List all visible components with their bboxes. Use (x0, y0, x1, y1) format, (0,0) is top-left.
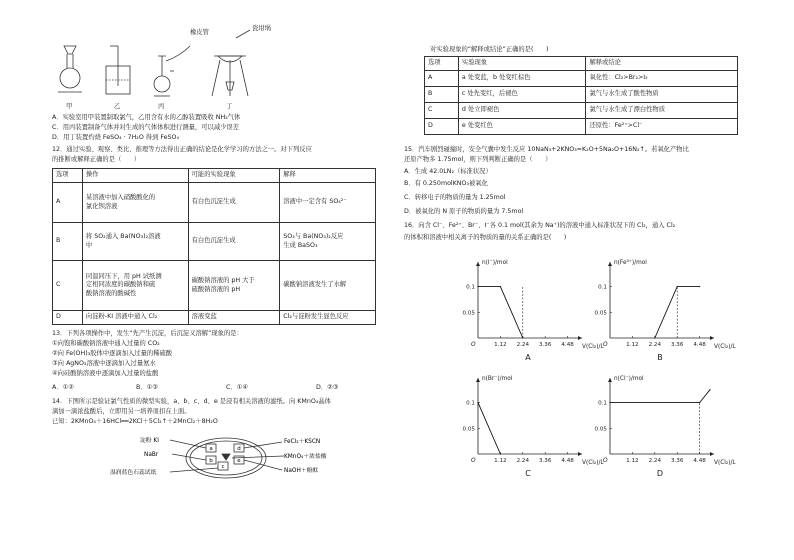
q11-option-c: C．用丙装置制备气体并对生成的气体体积进行测量，可以减少误差 (52, 124, 240, 131)
label-jia: 甲 (66, 103, 73, 110)
series-line (478, 287, 523, 338)
dish-label-nabr: NaBr (144, 452, 159, 458)
dish-label-naoh-phenol: NaOH＋酚酞 (284, 468, 319, 474)
x-axis-label: V(Cl₂)/L (582, 344, 604, 350)
x-tick-label: 1.12 (494, 458, 507, 464)
q11-option-a: A．实验室用甲装置制取氯气，乙用含有水的乙醇装置吸收 NH₃气体 (52, 114, 241, 121)
y-axis-arrow (476, 262, 480, 266)
q12-header-phenomenon: 可能的实验现象 (188, 169, 280, 183)
x-tick-label: 2.24 (648, 458, 662, 464)
data-point (609, 402, 610, 403)
origin-label: O (603, 342, 608, 348)
q15-option-d: D．被氧化的 N 原子的物质的量为 7.5mol (404, 208, 524, 215)
x-tick-label: 3.36 (538, 458, 552, 464)
y-tick-label: 0.05 (594, 426, 607, 433)
data-point (699, 402, 700, 403)
q13-choice-b: B．①③ (136, 384, 158, 391)
y-tick-label: 0.1 (598, 400, 607, 407)
graph-d (580, 372, 736, 484)
y-axis-arrow (608, 262, 612, 266)
origin-label: O (471, 342, 476, 348)
q15-option-a: A．生成 42.0LN₂（标准状况） (404, 168, 492, 175)
data-point (677, 286, 678, 287)
y-axis-arrow (476, 378, 480, 382)
q13-item-3: ③向 AgNO₃溶液中逐滴加入过量氨水 (52, 360, 156, 367)
q13-item-1: ①向饱和碳酸钠溶液中通入过量的 CO₂ (52, 340, 160, 347)
q13-choice-c: C．①④ (226, 384, 248, 391)
q13-choice-d: D．②③ (316, 384, 339, 391)
q16-stem-2: 的体积和溶液中相关离子的物质的量的关系正确的是( ) (404, 234, 567, 241)
y-axis-label: n(Fe³⁺)/mol (614, 260, 647, 266)
table-row: D e 处变红色 还原性：Fe²⁺>Cl⁻ (425, 119, 738, 135)
dish-label-starch-ki: 淀粉 KI (140, 438, 159, 444)
table-row: D 向淀粉-KI 溶液中通入 Cl₂ 溶液变蓝 Cl₂与淀粉发生显色反应 (53, 311, 376, 325)
table-row: C 同温同压下，用 pH 试纸测 定相同浓度的碳酸钠和硫 酸钠溶液的酸碱性 碳酸钠溶液的 pH 大于 硫酸钠溶液的 pH 碳酸钠溶液发生了水解 (53, 261, 376, 311)
table-row: B c 处先变红，后褪色 氯气与水生成了酸性物质 (425, 87, 738, 103)
q14-stem-2: 滴加一滴浓盐酸后，立即用另一培养皿扣在上面。 (52, 408, 191, 415)
data-point (699, 286, 700, 287)
series-line (478, 403, 500, 454)
y-axis-label: n(Cl⁻)/mol (614, 376, 644, 382)
y-tick-label: 0.05 (462, 310, 475, 317)
y-axis-label: n(I⁻)/mol (482, 260, 508, 266)
q12-header-option: 选项 (53, 169, 83, 183)
x-tick-label: 3.36 (538, 342, 552, 348)
q15-option-c: C．转移电子的物质的量为 1.25mol (404, 194, 506, 201)
origin-label: O (603, 458, 608, 464)
q15-option-b: B．有 0.250molKNO₃被氧化 (404, 180, 488, 187)
q11-option-d: D．用丁装置灼烧 FeSO₄ · 7H₂O 得到 FeSO₄ (52, 134, 180, 141)
table-row: B 将 SO₂通入 Ba(NO₃)₂溶液 中 有白色沉淀生成 SO₂与 Ba(NO₃)₂反应 生成 BaSO₃ (53, 223, 376, 261)
x-tick-label: 4.48 (693, 458, 706, 464)
graph-b (580, 256, 736, 368)
data-point (500, 286, 501, 287)
origin-label: O (471, 458, 476, 464)
q12-stem-1: 12．通过实验、观察、类比、推理等方法得出正确的结论是化学学习的方法之一。对下列反应 (52, 146, 312, 153)
graph-c (448, 372, 604, 484)
q14-reaction: 已知：2KMnO₄＋16HCl══2KCl＋5Cl₂↑＋2MnCl₂＋8H₂O (52, 418, 218, 425)
table-row: A a 处变蓝，b 处变红棕色 氧化性：Cl₂>Br₂>I₂ (425, 71, 738, 87)
y-axis-label: n(Br⁻)/mol (482, 376, 513, 382)
x-axis-label: V(Cl₂)/L (714, 344, 736, 350)
q14-header-conclusion: 解释或结论 (586, 57, 738, 71)
q15-stem-1: 15．汽车剧烈碰撞时，安全气囊中发生反应 10NaN₃+2KNO₃=K₂O+5Na₂O+16N₂↑。若氧化产物比 (404, 146, 689, 153)
graph-letter: B (657, 353, 663, 362)
q13-item-2: ②向 Fe(OH)₃胶体中逐滴加入过量的稀硫酸 (52, 350, 173, 357)
graph-letter: C (525, 469, 531, 478)
q12-header-operation: 操作 (82, 169, 188, 183)
data-point (654, 337, 655, 338)
table-row: C d 处立即褪色 氯气与水生成了漂白性物质 (425, 103, 738, 119)
petri-dish-diagram (110, 430, 330, 486)
filter-e: e (237, 458, 241, 464)
label-bing: 丙 (158, 103, 165, 110)
x-axis-arrow (710, 336, 714, 340)
x-tick-label: 4.48 (561, 458, 574, 464)
y-tick-label: 0.1 (598, 284, 607, 291)
x-axis-arrow (710, 452, 714, 456)
q13-choice-a: A．①② (52, 384, 74, 391)
q13-item-4: ④向硅酸钠溶液中逐滴加入过量的盐酸 (52, 370, 159, 377)
filter-d: d (237, 446, 241, 452)
x-tick-label: 4.48 (561, 342, 574, 348)
y-tick-label: 0.05 (594, 310, 607, 317)
x-tick-label: 2.24 (516, 458, 530, 464)
y-tick-label: 0.05 (462, 426, 475, 433)
q14-continuation: 对实验现象的“解释或结论”正确的是( ) (430, 46, 549, 53)
graph-letter: D (656, 469, 664, 478)
x-tick-label: 3.36 (670, 342, 684, 348)
x-tick-label: 2.24 (516, 342, 530, 348)
x-axis-label: V(Cl₂)/L (582, 460, 604, 466)
data-point (477, 402, 478, 403)
q16-stem-1: 16．向含 Cl⁻、Fe²⁺、Br⁻、I⁻各 0.1 mol(其余为 Na⁺)的溶液中通入标准状况下的 Cl₂，通入 Cl₂ (404, 222, 676, 229)
filter-a: a (209, 446, 213, 452)
data-point (500, 453, 501, 454)
x-tick-label: 3.36 (670, 458, 684, 464)
q14-table (424, 56, 738, 135)
apparatus-figure (50, 16, 280, 116)
y-tick-label: 0.1 (466, 400, 475, 407)
label-yi: 乙 (114, 103, 121, 110)
x-tick-label: 4.48 (693, 342, 706, 348)
q14-header-option: 选项 (425, 57, 459, 71)
data-point (709, 389, 710, 390)
dish-label-kmno4-hcl: KMnO₄＋浓盐酸 (284, 454, 327, 460)
series-line (610, 390, 710, 403)
q12-stem-2: 的推断或解释正确的是（ ） (52, 156, 141, 163)
graph-letter: A (525, 353, 531, 362)
x-axis-label: V(Cl₂)/L (714, 460, 736, 466)
x-tick-label: 1.12 (626, 342, 639, 348)
q14-header-phenomenon: 实验现象 (458, 57, 586, 71)
q15-stem-2: 还原产物多 1.75mol，则下列判断正确的是（ ） (404, 156, 552, 163)
dish-label-fecl2-kscn: FeCl₂＋KSCN (284, 439, 321, 445)
y-axis-arrow (608, 378, 612, 382)
label-ding: 丁 (226, 103, 233, 110)
x-tick-label: 1.12 (626, 458, 639, 464)
q12-header-explanation: 解释 (280, 169, 376, 183)
crucible-label: 瓷坩埚 (252, 25, 271, 32)
filter-c: c (221, 464, 225, 470)
x-tick-label: 1.12 (494, 342, 507, 348)
graph-a (448, 256, 604, 368)
data-point (522, 337, 523, 338)
dish-label-litmus: 湿润蓝色石蕊试纸 (110, 470, 157, 476)
rubber-tube-label: 橡皮管 (190, 29, 209, 36)
q13-stem: 13．下列各项操作中，发生“先产生沉淀，后沉淀又溶解”现象的是： (52, 330, 243, 337)
filter-b: b (209, 458, 213, 464)
x-tick-label: 2.24 (648, 342, 662, 348)
y-tick-label: 0.1 (466, 284, 475, 291)
q12-table (52, 168, 376, 325)
data-point (477, 286, 478, 287)
table-row: A 某溶液中加入硝酸酸化的 氯化钡溶液 有白色沉淀生成 溶液中一定含有 SO₄²⁻ (53, 183, 376, 223)
q14-stem-1: 14．下图所示是验证氯气性质的微型实验，a、b、c、d、e 是浸有相关溶液的滤纸。向 KMnO₄晶体 (52, 398, 331, 405)
